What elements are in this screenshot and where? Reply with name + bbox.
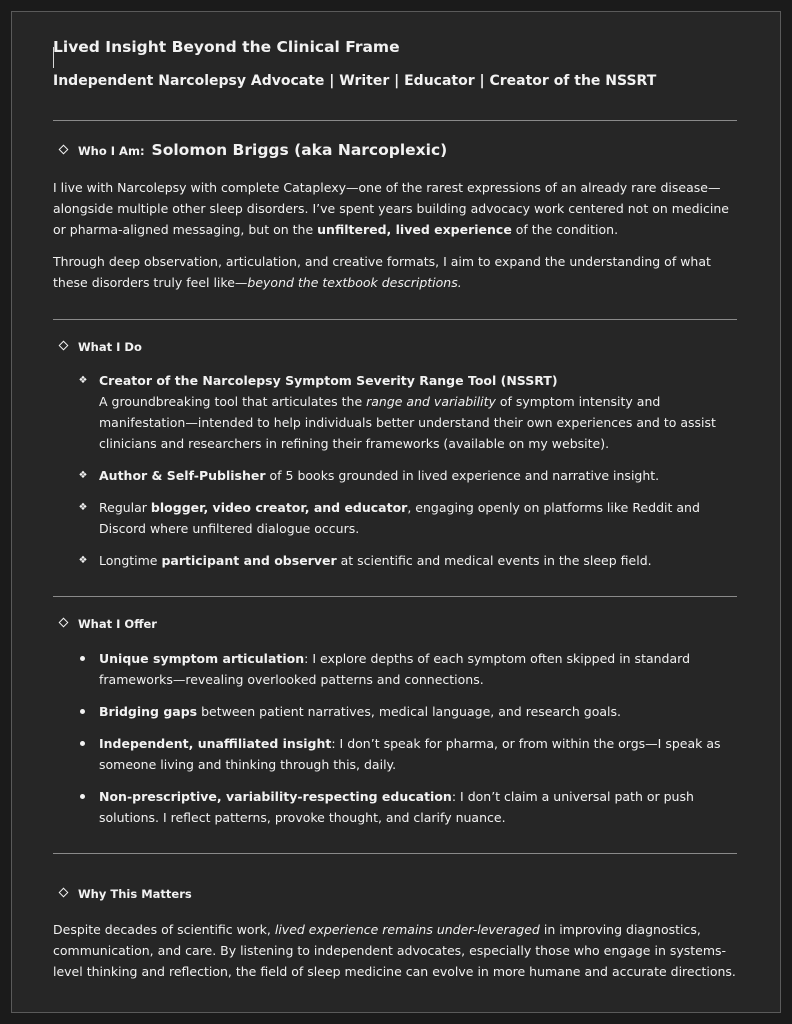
diamond-cross-bullet-icon: ❖ <box>78 555 88 566</box>
diamond-bullet-icon <box>59 888 69 898</box>
page-title: Lived Insight Beyond the Clinical Frame <box>53 38 400 56</box>
divider <box>53 596 737 597</box>
list-item: ❖ Author & Self-Publisher of 5 books grounded in lived experience and narrative insight. <box>99 465 729 486</box>
bullet-dot-icon <box>80 709 85 714</box>
list-item: Non-prescriptive, variability-respecting education: I don’t claim a universal path or push solutions. I reflect patterns, provoke thought, and clarify nuance. <box>99 786 729 828</box>
who-paragraph-1: I live with Narcolepsy with complete Cataplexy—one of the rarest expressions of an already rare disease— alongside multiple other sleep disorders. I’ve spent years building advocacy work centered not on medicine or pharma-aligned messaging, but on the unfiltered, lived experience of the condition. <box>53 180 729 237</box>
what-i-do-list <box>78 370 729 571</box>
document-page <box>11 11 781 1013</box>
section-label: What I Offer <box>78 617 157 631</box>
diamond-cross-bullet-icon: ❖ <box>78 375 88 386</box>
list-item: Unique symptom articulation: I explore depths of each symptom often skipped in standard frameworks—revealing overlooked patterns and connections. <box>99 648 729 690</box>
section-header-who-i-am <box>60 141 447 159</box>
diamond-cross-bullet-icon: ❖ <box>78 502 88 513</box>
divider <box>53 853 737 854</box>
divider <box>53 120 737 121</box>
section-header-what-i-offer <box>60 617 157 631</box>
section-label: Why This Matters <box>78 887 192 901</box>
list-item: ❖ Longtime participant and observer at scientific and medical events in the sleep field. <box>99 550 729 571</box>
bullet-dot-icon <box>80 741 85 746</box>
list-item: ❖ Regular blogger, video creator, and educator, engaging openly on platforms like Reddit and Discord where unfiltered dialogue occurs. <box>99 497 729 539</box>
diamond-bullet-icon <box>59 618 69 628</box>
item-text: A groundbreaking tool that articulates the range and variability of symptom intensity and manifestation—intended to help individuals better understand their own experiences and to assist clinicians and researchers in refining their frameworks (available on my website). <box>99 394 716 451</box>
diamond-bullet-icon <box>59 145 69 155</box>
section-header-why-this-matters <box>60 887 192 901</box>
divider <box>53 319 737 320</box>
who-paragraph-2: Through deep observation, articulation, and creative formats, I aim to expand the understanding of what these disorders truly feel like—beyond the textbook descriptions. <box>53 254 711 290</box>
section-label: What I Do <box>78 340 142 354</box>
list-item <box>78 370 729 454</box>
bullet-dot-icon <box>80 656 85 661</box>
list-item: Bridging gaps between patient narratives, medical language, and research goals. <box>99 701 729 722</box>
what-i-offer-list <box>99 648 729 828</box>
section-label: Who I Am: <box>78 144 145 158</box>
list-item: Independent, unaffiliated insight: I don’t speak for pharma, or from within the orgs—I speak as someone living and thinking through this, daily. <box>99 733 729 775</box>
why-paragraph: Despite decades of scientific work, lived experience remains under-leveraged in improving diagnostics, communication, and care. By listening to independent advocates, especially those who engage in systems-level thinking and reflection, the field of sleep medicine can evolve in more humane and accurate directions. <box>53 922 736 979</box>
diamond-cross-bullet-icon: ❖ <box>78 470 88 481</box>
bullet-dot-icon <box>80 794 85 799</box>
author-name: Solomon Briggs (aka Narcoplexic) <box>151 141 448 159</box>
item-heading: Creator of the Narcolepsy Symptom Severity Range Tool (NSSRT) <box>99 373 558 388</box>
diamond-bullet-icon <box>59 341 69 351</box>
page-subtitle: Independent Narcolepsy Advocate | Writer | Educator | Creator of the NSSRT <box>53 73 657 89</box>
section-header-what-i-do <box>60 340 142 354</box>
